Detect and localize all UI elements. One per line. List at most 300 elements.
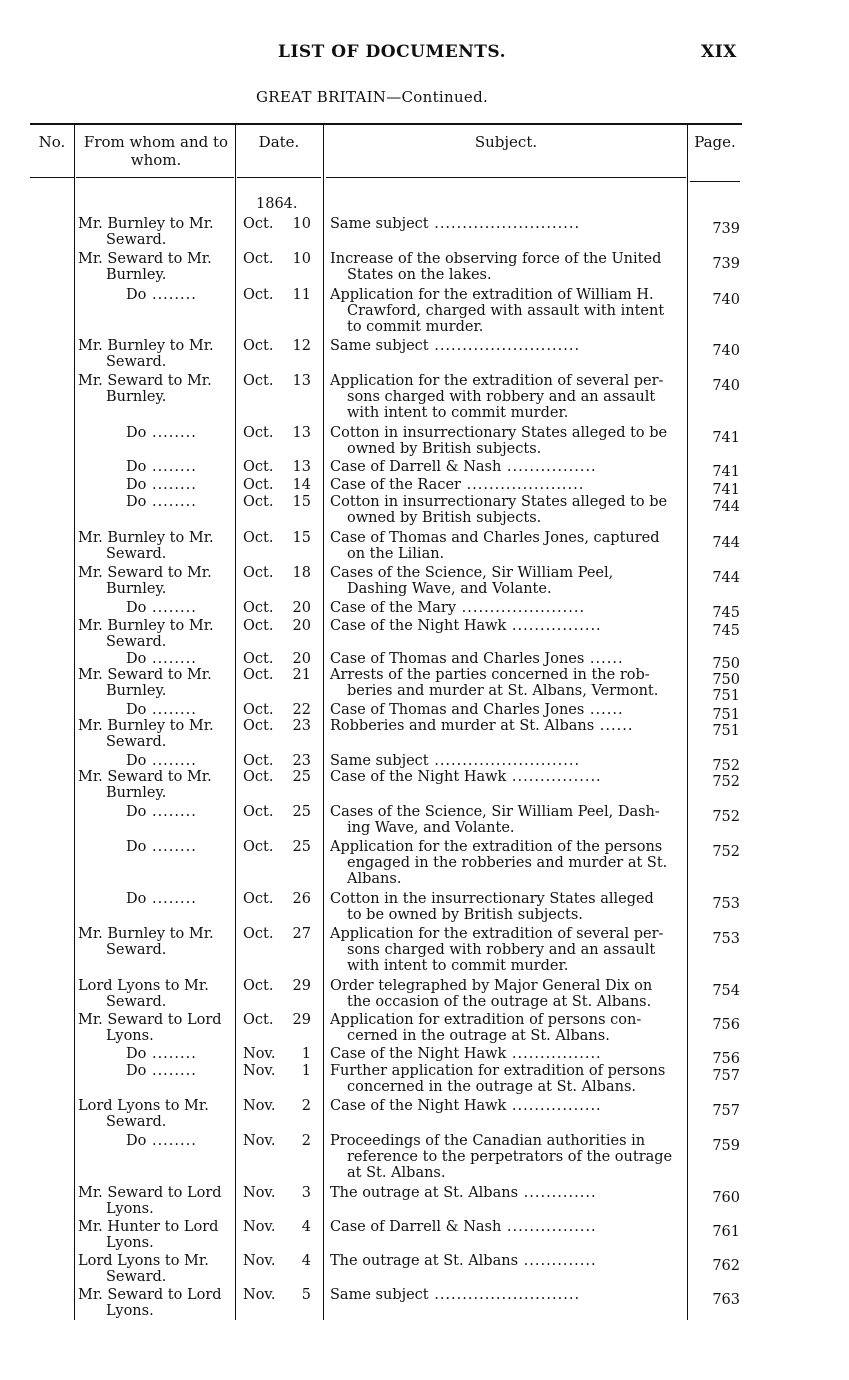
page-number: XIX — [701, 42, 737, 62]
page-number-cell: 751 — [712, 723, 740, 739]
from-text: Mr. Burnley to Mr. — [78, 718, 214, 734]
date-month: Oct. — [243, 839, 274, 855]
from-text: Mr. Seward to Mr. — [78, 769, 212, 785]
from-to-cell — [78, 1219, 230, 1251]
to-text: Burnley. — [106, 581, 167, 597]
from-to-cell — [78, 251, 230, 283]
subject-cell — [330, 1185, 678, 1201]
date-month: Oct. — [243, 425, 274, 441]
leader-dots: .......................... — [428, 216, 581, 232]
date-day: 13 — [292, 425, 311, 441]
subject-text: reference to the perpetrators of the outrage — [347, 1149, 673, 1165]
from-text: Lord Lyons to Mr. — [78, 1253, 209, 1269]
page-number-cell: 756 — [712, 1051, 740, 1067]
subject-text: Increase of the observing force of the United — [330, 251, 662, 267]
leader-dots: .......................... — [428, 338, 581, 354]
from-to-cell — [78, 1287, 230, 1319]
to-text: Seward. — [106, 354, 167, 370]
page-number-cell: 760 — [712, 1190, 740, 1206]
from-to-cell — [78, 1012, 230, 1044]
subject-text: to commit murder. — [347, 319, 484, 335]
to-text: Burnley. — [106, 683, 167, 699]
subject-text: Case of Thomas and Charles Jones ...... — [330, 702, 624, 718]
subject-cell — [330, 718, 678, 734]
subject-cell — [330, 1133, 678, 1181]
subject-text: The outrage at St. Albans ............. — [330, 1185, 597, 1201]
date-day: 1 — [301, 1046, 311, 1062]
subject-cell — [330, 600, 678, 616]
date-day: 15 — [292, 530, 311, 546]
from-text: Mr. Burnley to Mr. — [78, 926, 214, 942]
leader-dots: ................ — [506, 769, 602, 785]
date-month: Nov. — [243, 1219, 276, 1235]
subject-cell — [330, 251, 678, 283]
subject-text: Cotton in the insurrectionary States alleged — [330, 891, 654, 907]
page-number-cell: 740 — [712, 292, 740, 308]
from-ditto — [126, 651, 197, 667]
from-text: Mr. Seward to Mr. — [78, 251, 212, 267]
leader-dots: ........ — [146, 459, 197, 475]
from-ditto — [126, 287, 197, 303]
subject-text: Same subject .......................... — [330, 1287, 581, 1303]
leader-dots: ...... — [594, 718, 634, 734]
subject-text: Robberies and murder at St. Albans ...... — [330, 718, 634, 734]
date-day: 3 — [301, 1185, 311, 1201]
from-text: Do — [126, 702, 147, 718]
subject-cell — [330, 1063, 678, 1095]
from-text: Mr. Burnley to Mr. — [78, 530, 214, 546]
from-ditto — [126, 1063, 197, 1079]
subject-cell — [330, 373, 678, 421]
from-ditto — [126, 839, 197, 855]
from-to-cell — [78, 530, 230, 562]
from-ditto — [126, 1133, 197, 1149]
subject-text: Order telegraphed by Major General Dix on — [330, 978, 653, 994]
date-day: 20 — [292, 600, 311, 616]
subject-text: Case of Darrell & Nash ................ — [330, 1219, 597, 1235]
subject-text: sons charged with robbery and an assault — [347, 389, 656, 405]
subject-text: Case of Darrell & Nash ................ — [330, 459, 597, 475]
date-day: 22 — [292, 702, 311, 718]
page-number-cell: 745 — [712, 605, 740, 621]
page-number-cell: 740 — [712, 378, 740, 394]
from-text: Do — [126, 753, 147, 769]
subject-text: Proceedings of the Canadian authorities in — [330, 1133, 646, 1149]
subject-cell — [330, 618, 678, 634]
date-month: Oct. — [243, 459, 274, 475]
leader-dots: ........ — [146, 494, 197, 510]
date-month: Oct. — [243, 804, 274, 820]
subject-cell — [330, 216, 678, 232]
subject-cell — [330, 839, 678, 887]
subject-text: on the Lilian. — [347, 546, 445, 562]
column-header-date: Date. — [258, 133, 300, 151]
page-number-cell: 741 — [712, 482, 740, 498]
to-text: Burnley. — [106, 785, 167, 801]
page-number-cell: 752 — [712, 774, 740, 790]
subject-text: Further application for extradition of persons — [330, 1063, 666, 1079]
date-month: Oct. — [243, 651, 274, 667]
subject-cell — [330, 1046, 678, 1062]
page-number-cell: 756 — [712, 1017, 740, 1033]
date-month: Oct. — [243, 216, 274, 232]
page-number-cell: 744 — [712, 535, 740, 551]
page-number-cell: 741 — [712, 464, 740, 480]
date-day: 11 — [292, 287, 311, 303]
leader-dots: ........ — [146, 287, 197, 303]
to-text: Seward. — [106, 634, 167, 650]
subject-cell — [330, 1219, 678, 1235]
page-number-cell: 752 — [712, 758, 740, 774]
to-text: Lyons. — [106, 1201, 154, 1217]
date-day: 18 — [292, 565, 311, 581]
from-ditto — [126, 702, 197, 718]
page-number-cell: 750 — [712, 672, 740, 688]
date-month: Nov. — [243, 1133, 276, 1149]
from-to-cell — [78, 216, 230, 248]
leader-dots: ................ — [506, 1098, 602, 1114]
subject-cell — [330, 1287, 678, 1303]
date-month: Oct. — [243, 494, 274, 510]
leader-dots: ........ — [146, 1046, 197, 1062]
subject-cell — [330, 530, 678, 562]
subject-text: with intent to commit murder. — [347, 958, 569, 974]
date-month: Oct. — [243, 891, 274, 907]
subject-cell — [330, 651, 678, 667]
date-day: 4 — [301, 1253, 311, 1269]
leader-dots: ........ — [146, 477, 197, 493]
subject-text: Case of Thomas and Charles Jones ...... — [330, 651, 624, 667]
subject-text: Cases of the Science, Sir William Peel, Dash- — [330, 804, 660, 820]
from-text: Mr. Burnley to Mr. — [78, 216, 214, 232]
from-to-cell — [78, 667, 230, 699]
subject-text: The outrage at St. Albans ............. — [330, 1253, 597, 1269]
table-header-rule-from — [76, 177, 234, 178]
from-text: Mr. Seward to Mr. — [78, 667, 212, 683]
date-month: Oct. — [243, 600, 274, 616]
leader-dots: ........ — [146, 891, 197, 907]
page-subtitle: GREAT BRITAIN—Continued. — [256, 88, 489, 106]
date-day: 29 — [292, 1012, 311, 1028]
to-text: Seward. — [106, 942, 167, 958]
subject-cell — [330, 702, 678, 718]
from-text: Do — [126, 1133, 147, 1149]
date-day: 2 — [301, 1133, 311, 1149]
to-text: Seward. — [106, 1269, 167, 1285]
leader-dots: ........ — [146, 753, 197, 769]
date-month: Oct. — [243, 373, 274, 389]
date-day: 1 — [301, 1063, 311, 1079]
page-number-cell: 745 — [712, 623, 740, 639]
date-day: 21 — [292, 667, 311, 683]
leader-dots: ........ — [146, 839, 197, 855]
page-number-cell: 740 — [712, 343, 740, 359]
subject-text: Same subject .......................... — [330, 338, 581, 354]
subject-text: Cotton in insurrectionary States alleged to be — [330, 494, 668, 510]
date-day: 23 — [292, 718, 311, 734]
date-day: 25 — [292, 769, 311, 785]
leader-dots: ................ — [501, 1219, 597, 1235]
page-number-cell: 744 — [712, 570, 740, 586]
page-number-cell: 757 — [712, 1068, 740, 1084]
from-text: Do — [126, 425, 147, 441]
from-ditto — [126, 804, 197, 820]
leader-dots: ............. — [518, 1185, 597, 1201]
subject-text: Case of Thomas and Charles Jones, captured — [330, 530, 660, 546]
date-month: Oct. — [243, 287, 274, 303]
to-text: Seward. — [106, 1114, 167, 1130]
date-day: 4 — [301, 1219, 311, 1235]
subject-text: owned by British subjects. — [347, 441, 542, 457]
leader-dots: ...... — [584, 702, 624, 718]
subject-text: Case of the Racer ..................... — [330, 477, 585, 493]
subject-text: engaged in the robberies and murder at St. — [347, 855, 668, 871]
date-month: Oct. — [243, 753, 274, 769]
page-number-cell: 752 — [712, 809, 740, 825]
from-text: Do — [126, 477, 147, 493]
subject-cell — [330, 1253, 678, 1269]
from-text: Do — [126, 600, 147, 616]
date-day: 12 — [292, 338, 311, 354]
subject-text: Arrests of the parties concerned in the rob- — [330, 667, 650, 683]
leader-dots: .......................... — [428, 753, 581, 769]
subject-text: Crawford, charged with assault with intent — [347, 303, 665, 319]
page-number-cell: 753 — [712, 896, 740, 912]
date-month: Oct. — [243, 702, 274, 718]
column-divider — [323, 124, 324, 1320]
page-number-cell: 759 — [712, 1138, 740, 1154]
subject-cell — [330, 1012, 678, 1044]
to-text: Seward. — [106, 734, 167, 750]
date-month: Nov. — [243, 1185, 276, 1201]
to-text: Burnley. — [106, 267, 167, 283]
date-day: 10 — [292, 251, 311, 267]
column-divider — [687, 124, 688, 1320]
from-to-cell — [78, 1185, 230, 1217]
date-month: Oct. — [243, 338, 274, 354]
column-header-page: Page. — [694, 133, 736, 151]
from-ditto — [126, 494, 197, 510]
page-number-cell: 744 — [712, 499, 740, 515]
page-number-cell: 762 — [712, 1258, 740, 1274]
column-header-from: From whom and to whom. — [83, 133, 229, 169]
from-to-cell — [78, 565, 230, 597]
date-day: 27 — [292, 926, 311, 942]
date-month: Oct. — [243, 718, 274, 734]
date-day: 2 — [301, 1098, 311, 1114]
date-day: 20 — [292, 651, 311, 667]
subject-cell — [330, 425, 678, 457]
from-text: Lord Lyons to Mr. — [78, 978, 209, 994]
date-day: 13 — [292, 373, 311, 389]
date-month: Oct. — [243, 926, 274, 942]
subject-cell — [330, 978, 678, 1010]
subject-text: cerned in the outrage at St. Albans. — [347, 1028, 610, 1044]
from-text: Do — [126, 839, 147, 855]
date-month: Nov. — [243, 1287, 276, 1303]
from-text: Mr. Burnley to Mr. — [78, 618, 214, 634]
from-to-cell — [78, 338, 230, 370]
date-month: Oct. — [243, 618, 274, 634]
subject-text: sons charged with robbery and an assault — [347, 942, 656, 958]
date-month: Oct. — [243, 530, 274, 546]
date-month: Oct. — [243, 667, 274, 683]
from-text: Mr. Seward to Lord — [78, 1012, 222, 1028]
subject-cell — [330, 459, 678, 475]
from-text: Do — [126, 459, 147, 475]
page-number-cell: 752 — [712, 844, 740, 860]
to-text: Seward. — [106, 232, 167, 248]
from-text: Do — [126, 1063, 147, 1079]
leader-dots: ...... — [584, 651, 624, 667]
from-text: Lord Lyons to Mr. — [78, 1098, 209, 1114]
date-day: 5 — [301, 1287, 311, 1303]
page-number-cell: 739 — [712, 256, 740, 272]
from-ditto — [126, 425, 197, 441]
to-text: Seward. — [106, 994, 167, 1010]
from-text: Do — [126, 1046, 147, 1062]
leader-dots: ........ — [146, 600, 197, 616]
date-month: Oct. — [243, 978, 274, 994]
column-divider — [235, 124, 236, 1320]
leader-dots: ........ — [146, 1063, 197, 1079]
page-title: LIST OF DOCUMENTS. — [278, 42, 507, 62]
leader-dots: ........ — [146, 1133, 197, 1149]
subject-text: Application for extradition of persons con- — [330, 1012, 642, 1028]
from-text: Do — [126, 651, 147, 667]
column-header-no: No. — [38, 133, 66, 151]
from-ditto — [126, 600, 197, 616]
table-header-rule-page — [690, 181, 740, 182]
leader-dots: ................ — [501, 459, 597, 475]
subject-cell — [330, 891, 678, 923]
date-day: 26 — [292, 891, 311, 907]
subject-cell — [330, 287, 678, 335]
date-day: 23 — [292, 753, 311, 769]
from-ditto — [126, 891, 197, 907]
subject-text: Case of the Night Hawk ................ — [330, 1046, 602, 1062]
from-ditto — [126, 477, 197, 493]
subject-text: Albans. — [347, 871, 402, 887]
subject-text: Application for the extradition of several per- — [330, 926, 664, 942]
from-ditto — [126, 459, 197, 475]
page-number-cell: 763 — [712, 1292, 740, 1308]
from-text: Mr. Seward to Lord — [78, 1287, 222, 1303]
leader-dots: ........ — [146, 804, 197, 820]
table-header-rule-left — [30, 177, 74, 178]
from-text: Do — [126, 494, 147, 510]
from-ditto — [126, 1046, 197, 1062]
subject-cell — [330, 753, 678, 769]
date-month: Nov. — [243, 1098, 276, 1114]
subject-text: Application for the extradition of the persons — [330, 839, 663, 855]
from-text: Mr. Seward to Mr. — [78, 373, 212, 389]
leader-dots: ........ — [146, 425, 197, 441]
date-day: 10 — [292, 216, 311, 232]
page-number-cell: 750 — [712, 656, 740, 672]
from-text: Do — [126, 891, 147, 907]
subject-text: Application for the extradition of William H. — [330, 287, 654, 303]
from-to-cell — [78, 718, 230, 750]
subject-text: at St. Albans. — [347, 1165, 446, 1181]
date-day: 13 — [292, 459, 311, 475]
from-to-cell — [78, 978, 230, 1010]
to-text: Burnley. — [106, 389, 167, 405]
leader-dots: ..................... — [460, 477, 585, 493]
from-to-cell — [78, 373, 230, 405]
from-text: Mr. Seward to Mr. — [78, 565, 212, 581]
leader-dots: ................ — [506, 618, 602, 634]
from-to-cell — [78, 769, 230, 801]
subject-text: Case of the Night Hawk ................ — [330, 618, 602, 634]
page-number-cell: 761 — [712, 1224, 740, 1240]
subject-cell — [330, 477, 678, 493]
from-text: Do — [126, 804, 147, 820]
subject-cell — [330, 926, 678, 974]
page-number-cell: 757 — [712, 1103, 740, 1119]
subject-cell — [330, 1098, 678, 1114]
date-day: 25 — [292, 839, 311, 855]
subject-text: to be owned by British subjects. — [347, 907, 583, 923]
leader-dots: ........ — [146, 702, 197, 718]
from-to-cell — [78, 926, 230, 958]
from-ditto — [126, 753, 197, 769]
leader-dots: .......................... — [428, 1287, 581, 1303]
date-day: 15 — [292, 494, 311, 510]
subject-text: the occasion of the outrage at St. Albans. — [347, 994, 652, 1010]
date-day: 25 — [292, 804, 311, 820]
page-number-cell: 751 — [712, 688, 740, 704]
from-to-cell — [78, 618, 230, 650]
from-text: Mr. Burnley to Mr. — [78, 338, 214, 354]
leader-dots: ...................... — [456, 600, 586, 616]
from-text: Do — [126, 287, 147, 303]
from-text: Mr. Seward to Lord — [78, 1185, 222, 1201]
date-month: Oct. — [243, 1012, 274, 1028]
table-top-rule — [30, 123, 742, 125]
to-text: Lyons. — [106, 1235, 154, 1251]
subject-text: beries and murder at St. Albans, Vermont. — [347, 683, 659, 699]
subject-cell — [330, 769, 678, 785]
date-month: Oct. — [243, 565, 274, 581]
subject-text: Dashing Wave, and Volante. — [347, 581, 552, 597]
subject-text: ing Wave, and Volante. — [347, 820, 515, 836]
page-number-cell: 751 — [712, 707, 740, 723]
subject-text: Application for the extradition of several per- — [330, 373, 664, 389]
leader-dots: ............. — [518, 1253, 597, 1269]
date-day: 20 — [292, 618, 311, 634]
column-header-subject: Subject. — [474, 133, 538, 151]
subject-text: Cases of the Science, Sir William Peel, — [330, 565, 614, 581]
to-text: Lyons. — [106, 1028, 154, 1044]
table-header-rule-date — [237, 177, 321, 178]
from-text: Mr. Hunter to Lord — [78, 1219, 219, 1235]
date-month: Oct. — [243, 251, 274, 267]
subject-cell — [330, 565, 678, 597]
subject-cell — [330, 338, 678, 354]
date-month: Oct. — [243, 477, 274, 493]
column-divider — [74, 124, 75, 1320]
page-number-cell: 753 — [712, 931, 740, 947]
subject-text: concerned in the outrage at St. Albans. — [347, 1079, 637, 1095]
subject-text: Same subject .......................... — [330, 216, 581, 232]
date-day: 14 — [292, 477, 311, 493]
date-month: Nov. — [243, 1063, 276, 1079]
subject-text: Case of the Night Hawk ................ — [330, 769, 602, 785]
page-number-cell: 739 — [712, 221, 740, 237]
subject-cell — [330, 494, 678, 526]
from-to-cell — [78, 1098, 230, 1130]
